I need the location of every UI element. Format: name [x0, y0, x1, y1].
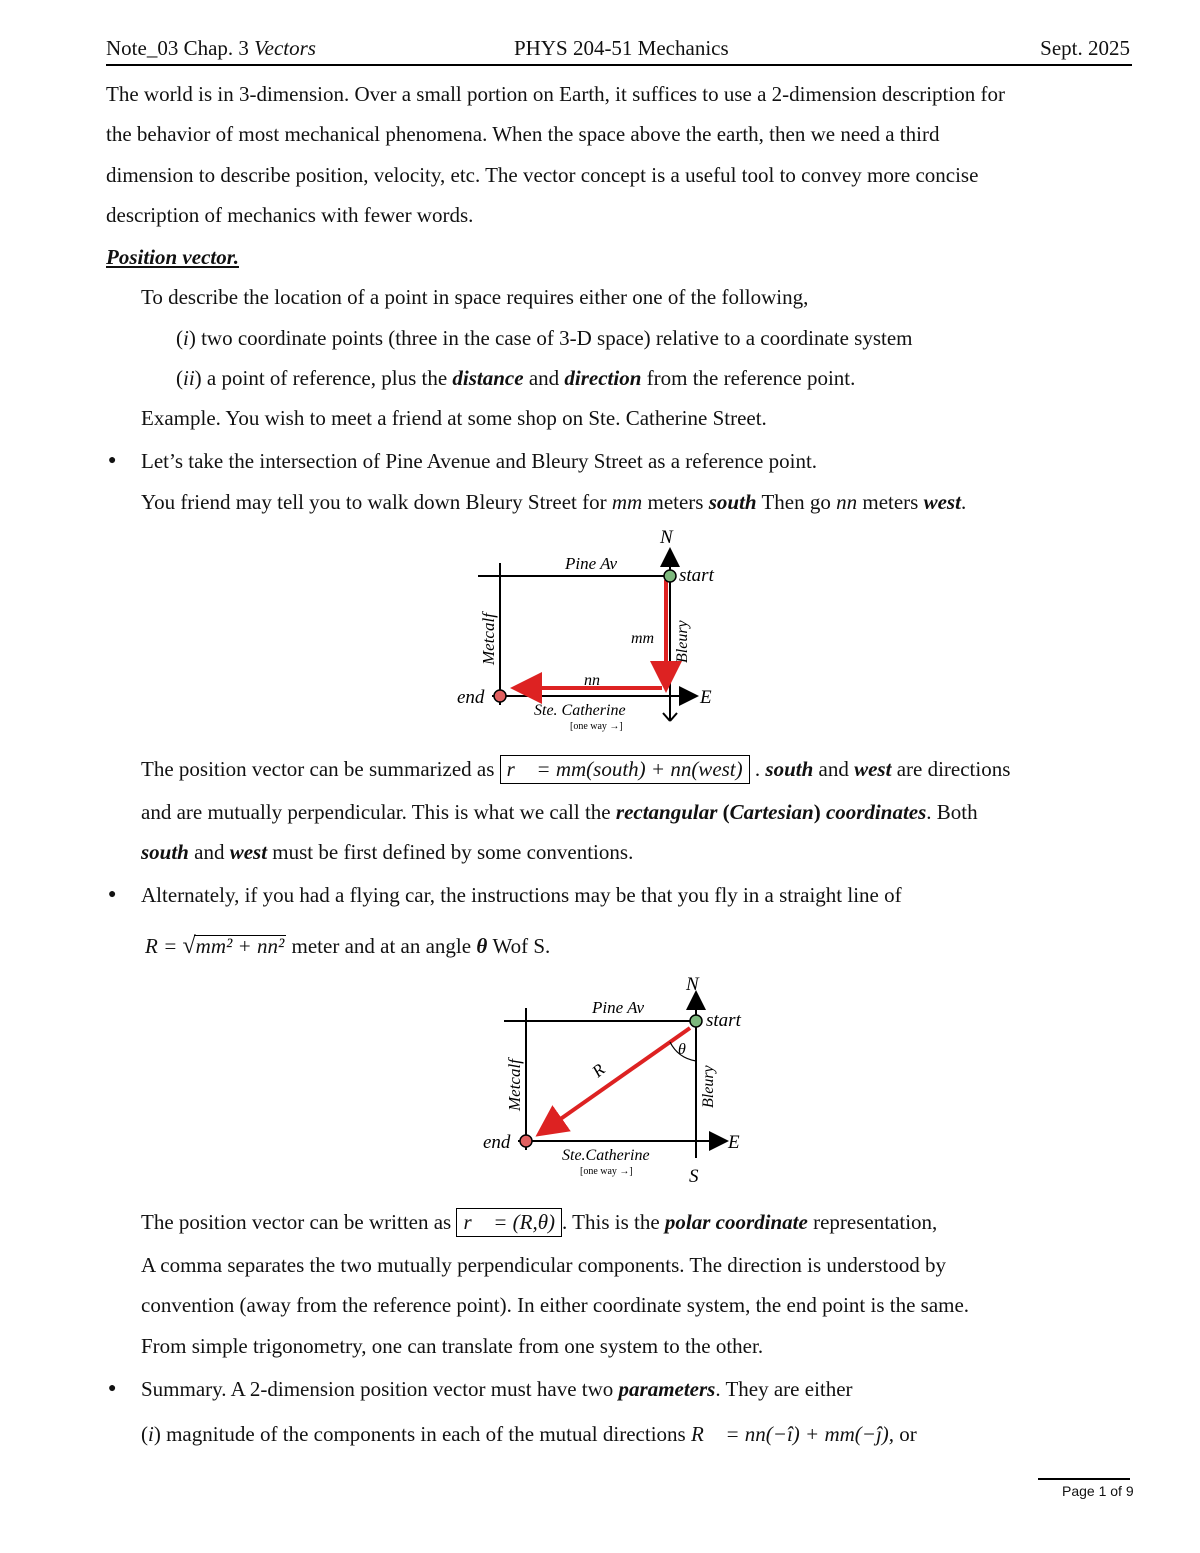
- fig1-oneway-label: [one way →]: [570, 721, 623, 732]
- fig1-mm-label: mm: [631, 630, 655, 647]
- bullet-3-text: Summary. A 2-dimension position vector must have two parameters. They are either: [141, 1377, 853, 1401]
- header-rule: [106, 64, 1132, 66]
- r-line: R = √mm² + nn² meter and at an angle θ Wof S.: [145, 933, 551, 959]
- comma-line-2: convention (away from the reference point). In either coordinate system, the end point is the same.: [141, 1293, 970, 1317]
- fig2-pine-label: Pine Av: [592, 998, 645, 1017]
- bullet-1-text: Let’s take the intersection of Pine Avenue and Bleury Street as a reference point.: [141, 449, 818, 473]
- figure-1-map: [450, 525, 730, 735]
- friend-line: You friend may tell you to walk down Bleury Street for mm meters south Then go nn meters west.: [141, 490, 967, 514]
- fig1-pine-label: Pine Av: [565, 554, 618, 573]
- bullet-3: ●: [108, 1381, 117, 1396]
- pv1b-line: and are mutually perpendicular. This is what we call the rectangular (Cartesian) coordinates. Both: [141, 800, 978, 824]
- rect-formula-box: r⃗ = mm(south) + nn(west): [500, 755, 750, 784]
- page-number: Page 1 of 9: [1062, 1483, 1134, 1499]
- comma-line-3: From simple trigonometry, one can translate from one system to the other.: [141, 1334, 764, 1358]
- comma-line-1: A comma separates the two mutually perpendicular components. The direction is understood by: [141, 1253, 946, 1277]
- fig1-ste-label: Ste. Catherine: [534, 702, 626, 719]
- end-dot-2: [520, 1135, 532, 1147]
- fig2-start-label: start: [706, 1010, 741, 1031]
- fig1-end-label: end: [457, 687, 485, 708]
- header-left: Note_03 Chap. 3 Vectors: [106, 36, 316, 60]
- fig2-e-label: E: [728, 1132, 740, 1153]
- fig1-bleury-label: Bleury: [674, 620, 691, 663]
- footer-rule: [1038, 1478, 1130, 1480]
- pv1-line: The position vector can be summarized as r⃗ = mm(south) + nn(west) . south and west are directions: [141, 755, 1010, 784]
- example-line: Example. You wish to meet a friend at some shop on Ste. Catherine Street.: [141, 406, 767, 430]
- fig1-e-label: E: [700, 687, 712, 708]
- bullet-2-text: Alternately, if you had a flying car, the instructions may be that you fly in a straight line of: [141, 883, 902, 907]
- intro-line-1: The world is in 3-dimension. Over a small portion on Earth, it suffices to use a 2-dimension description for: [106, 82, 1005, 106]
- intro-line-4: description of mechanics with fewer words.: [106, 203, 474, 227]
- components-formula: R⃗ = nn(−î) + mm(−ĵ),: [690, 1422, 895, 1446]
- bleury-south-tick-2: [670, 713, 677, 721]
- fig1-metcalf-label: Metcalf: [479, 613, 498, 665]
- intro-line-2: the behavior of most mechanical phenomena. When the space above the earth, then we need a third: [106, 122, 940, 146]
- r-arrow: [542, 1028, 690, 1132]
- intro-line-3: dimension to describe position, velocity, etc. The vector concept is a useful tool to convey more concise: [106, 163, 979, 187]
- fig2-oneway-label: [one way →]: [580, 1166, 633, 1177]
- fig2-bleury-label: Bleury: [700, 1065, 717, 1108]
- polar-formula-box: r⃗ = (R,θ): [456, 1208, 562, 1237]
- fig2-metcalf-label: Metcalf: [505, 1059, 524, 1111]
- fig2-n-label: N: [686, 974, 699, 995]
- option-1: (i) two coordinate points (three in the case of 3-D space) relative to a coordinate system: [176, 326, 913, 350]
- start-dot: [664, 570, 676, 582]
- bullet-1: ●: [108, 453, 117, 468]
- pv2-line: The position vector can be written as r⃗ = (R,θ) . This is the polar coordinate representation,: [141, 1208, 937, 1237]
- bleury-south-tick: [663, 713, 670, 721]
- bullet-2: ●: [108, 887, 117, 902]
- fig1-nn-label: nn: [584, 672, 600, 689]
- section-title: Position vector.: [106, 245, 239, 269]
- option-2: (ii) a point of reference, plus the distance and direction from the reference point.: [176, 366, 856, 390]
- fig2-theta-label: θ: [678, 1041, 686, 1058]
- header-right: Sept. 2025: [1040, 36, 1130, 60]
- figure-2-map: [480, 968, 760, 1188]
- last-line: (i) magnitude of the components in each of the mutual directions R⃗ = nn(−î) + mm(−ĵ), or: [141, 1422, 917, 1446]
- pv1c-line: south and west must be first defined by some conventions.: [141, 840, 634, 864]
- header-center: PHYS 204-51 Mechanics: [514, 36, 729, 60]
- fig1-n-label: N: [660, 527, 673, 548]
- end-dot: [494, 690, 506, 702]
- start-dot-2: [690, 1015, 702, 1027]
- fig2-ste-label: Ste.Catherine: [562, 1147, 650, 1164]
- fig1-start-label: start: [679, 565, 714, 586]
- fig2-s-label: S: [689, 1166, 699, 1187]
- fig2-end-label: end: [483, 1132, 511, 1153]
- fig2-r-label: R: [588, 1059, 609, 1082]
- describe-line: To describe the location of a point in space requires either one of the following,: [141, 285, 809, 309]
